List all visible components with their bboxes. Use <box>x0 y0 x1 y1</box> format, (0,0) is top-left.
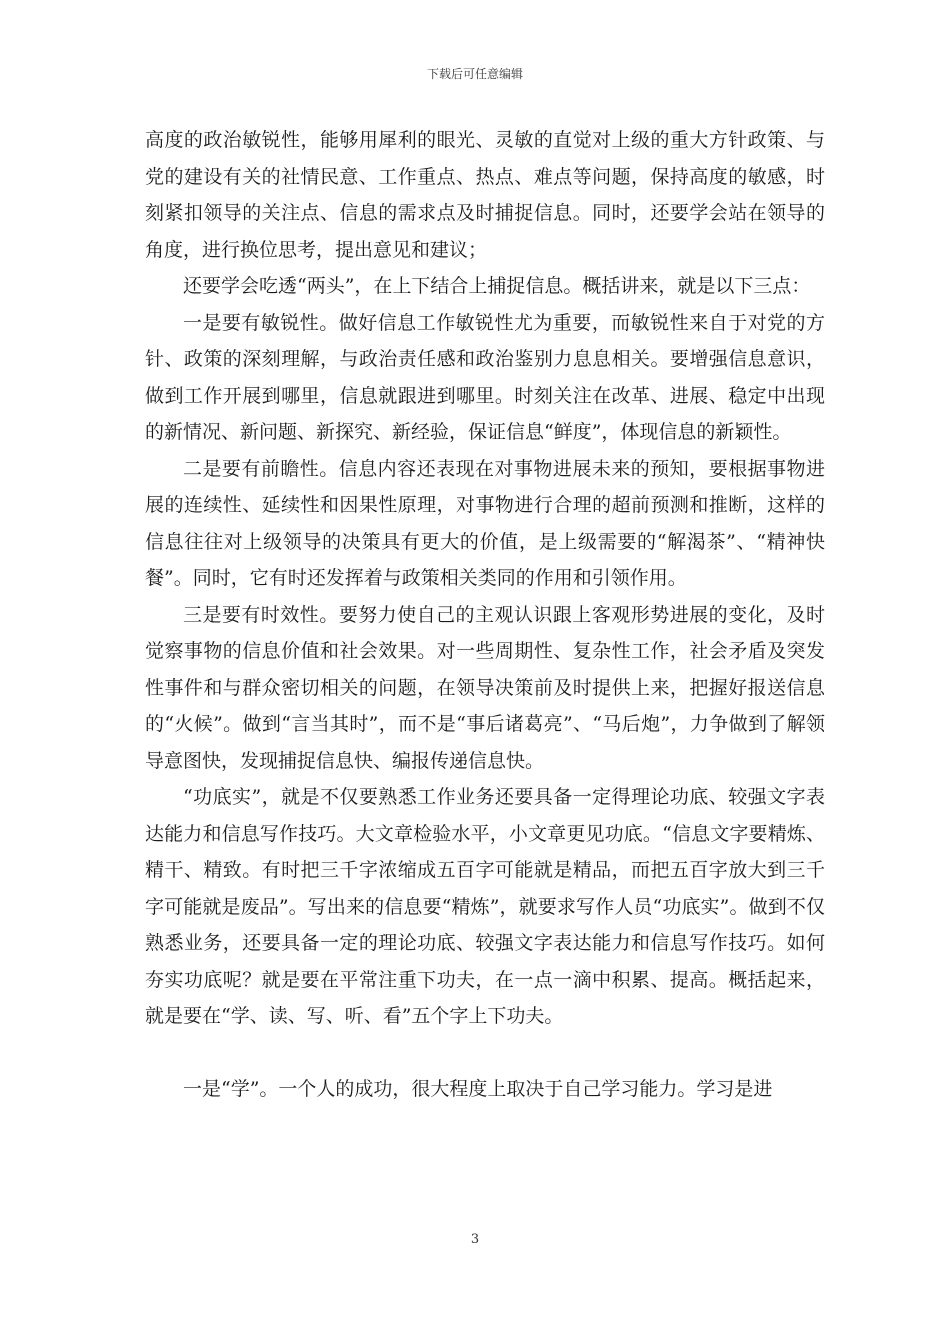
paragraph-sensitivity: 一是要有敏锐性。做好信息工作敏锐性尤为重要，而敏锐性来自于对党的方针、政策的深刻理解，与政治责任感和政治鉴别力息息相关。要增强信息意识，做到工作开展到哪里，信息就跟进到哪里。时刻关注在改革、进展、稳定中出现的新情况、新问题、新探究、新经验，保证信息“鲜度”，体现信息的新颖性。 <box>145 311 825 443</box>
paragraph-learn: 一是“学”。一个人的成功，很大程度上取决于自己学习能力。学习是进 <box>183 1077 773 1100</box>
paragraph-two-ends: 还要学会吃透“两头”，在上下结合上捕捉信息。概括讲来，就是以下三点： <box>183 275 811 297</box>
page-header: 下载后可任意编辑 <box>426 67 523 81</box>
paragraph-continued: 高度的政治敏锐性，能够用犀利的眼光、灵敏的直觉对上级的重大方针政策、与党的建设有关的社情民意、工作重点、热点、难点等问题，保持高度的敏感，时刻紧扣领导的关注点、信息的需求点及时捕捉信息。同时，还要学会站在领导的角度，进行换位思考，提出意见和建议； <box>145 129 825 261</box>
paragraph-foresight: 二是要有前瞻性。信息内容还表现在对事物进展未来的预知，要根据事物进展的连续性、延续性和因果性原理，对事物进行合理的超前预测和推断，这样的信息往往对上级领导的决策具有更大的价值，是上级需要的“解渴茶”、“精神快餐”。同时，它有时还发挥着与政策相关类同的作用和引领作用。 <box>145 457 825 589</box>
paragraph-timeliness: 三是要有时效性。要努力使自己的主观认识跟上客观形势进展的变化，及时觉察事物的信息价值和社会效果。对一些周期性、复杂性工作，社会矛盾及突发性事件和与群众密切相关的问题，在领导决策前及时提供上来，把握好报送信息的“火候”。做到“言当其时”，而不是“事后诸葛亮”、“马后炮”，力争做到了解领导意图快，发现捕捉信息快、编报传递信息快。 <box>145 603 825 772</box>
page-number: 3 <box>470 1232 480 1247</box>
document-body <box>145 122 825 1107</box>
paragraph-solid-foundation: “功底实”，就是不仅要熟悉工作业务还要具备一定得理论功底、较强文字表达能力和信息写作技巧。大文章检验水平，小文章更见功底。“信息文字要精炼、精干、精致。有时把三千字浓缩成五百字可能就是精品，而把五百字放大到三千字可能就是废品”。写出来的信息要“精炼”，就要求写作人员“功底实”。做到不仅熟悉业务，还要具备一定的理论功底、较强文字表达能力和信息写作技巧。如何夯实功底呢？就是要在平常注重下功夫，在一点一滴中积累、提高。概括起来，就是要在“学、读、写、听、看”五个字上下功夫。 <box>145 786 825 1027</box>
